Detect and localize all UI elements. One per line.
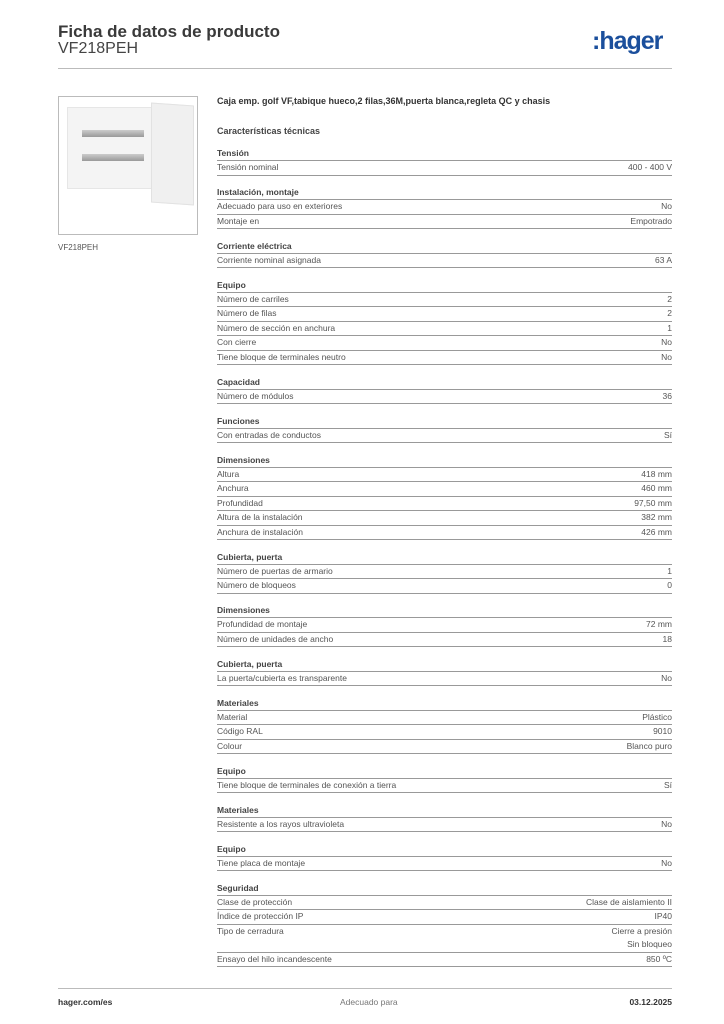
spec-content (217, 96, 672, 967)
section-header: Tensión (217, 146, 672, 161)
spec-row (217, 633, 672, 648)
spec-value: No (661, 201, 672, 211)
section-header: Equipo (217, 764, 672, 779)
spec-section (217, 803, 672, 833)
spec-value: Sí (663, 779, 672, 790)
footer-website[interactable]: hager.com/es (58, 997, 113, 1007)
spec-label: Corriente nominal asignada (217, 254, 321, 265)
spec-row (217, 953, 672, 968)
spec-label: Número de bloqueos (217, 580, 296, 590)
spec-section (217, 550, 672, 594)
section-header: Materiales (217, 803, 672, 818)
spec-section (217, 696, 672, 755)
spec-value: IP40 (654, 911, 672, 921)
footer-divider (58, 988, 672, 989)
spec-value: 2 (667, 308, 672, 318)
spec-section (217, 278, 672, 366)
section-header: Instalación, montaje (217, 185, 672, 200)
spec-row (217, 336, 672, 351)
spec-section (217, 185, 672, 229)
spec-section (217, 414, 672, 444)
section-header: Seguridad (217, 881, 672, 896)
hager-logo: :hager (592, 27, 663, 55)
spec-label: Anchura (217, 483, 249, 493)
spec-section (217, 764, 672, 794)
spec-value: 63 A (654, 254, 672, 265)
spec-label: Clase de protección (217, 896, 293, 907)
spec-value: 36 (662, 390, 672, 401)
spec-value: 72 mm (646, 619, 672, 629)
spec-label: Resistente a los rayos ultravioleta (217, 818, 345, 829)
spec-label: Número de carriles (217, 293, 289, 304)
spec-label: Profundidad de montaje (217, 619, 308, 629)
spec-row (217, 482, 672, 497)
spec-section (217, 375, 672, 405)
footer-date: 03.12.2025 (629, 997, 672, 1007)
spec-label: Tiene bloque de terminales de conexión a tierra (217, 779, 397, 790)
spec-row (217, 511, 672, 526)
spec-value: Blanco puro (626, 740, 672, 751)
section-header: Equipo (217, 842, 672, 857)
spec-value: 850 ºC (646, 953, 672, 964)
spec-row (217, 307, 672, 322)
spec-value: 18 (662, 633, 672, 644)
spec-section (217, 453, 672, 541)
enclosure-body (67, 107, 152, 189)
spec-row (217, 390, 672, 405)
spec-label: Ensayo del hilo incandescente (217, 953, 332, 964)
product-code: VF218PEH (58, 40, 139, 57)
spec-value: No (661, 857, 672, 868)
spec-label: Colour (217, 740, 243, 751)
spec-row (217, 215, 672, 230)
spec-row (217, 711, 672, 726)
section-header: Cubierta, puerta (217, 550, 672, 565)
spec-label: Tensión nominal (217, 162, 279, 172)
spec-row (217, 293, 672, 308)
image-caption: VF218PEH (58, 243, 99, 252)
spec-row (217, 910, 672, 925)
spec-value: No (661, 672, 672, 683)
section-header: Dimensiones (217, 603, 672, 618)
section-header: Materiales (217, 696, 672, 711)
enclosure-door (151, 102, 194, 205)
spec-value: Sí (663, 429, 672, 440)
spec-label: Código RAL (217, 726, 263, 736)
spec-section (217, 146, 672, 176)
spec-value: 1 (667, 322, 672, 333)
spec-row (217, 579, 672, 594)
spec-row (217, 779, 672, 794)
spec-value: 418 mm (641, 468, 672, 479)
spec-value: Empotrado (630, 215, 672, 226)
spec-label: Número de unidades de ancho (217, 633, 334, 644)
spec-row (217, 565, 672, 580)
product-image (58, 96, 198, 235)
section-header: Dimensiones (217, 453, 672, 468)
spec-value: 426 mm (641, 526, 672, 537)
spec-row (217, 429, 672, 444)
spec-label: Anchura de instalación (217, 526, 304, 537)
spec-section (217, 603, 672, 647)
spec-row (217, 468, 672, 483)
spec-row (217, 161, 672, 176)
din-rail (82, 130, 144, 137)
spec-label: Tipo de cerradura (217, 925, 284, 936)
spec-row (217, 818, 672, 833)
spec-label: Tiene bloque de terminales neutro (217, 351, 346, 362)
spec-row (217, 254, 672, 269)
spec-value: 0 (667, 580, 672, 590)
spec-label: Índice de protección IP (217, 911, 304, 921)
footer-center-text: Adecuado para (340, 997, 398, 1007)
spec-section (217, 842, 672, 872)
spec-value: 97,50 mm (634, 497, 672, 508)
spec-value: No (661, 337, 672, 347)
spec-value: 9010 (653, 726, 672, 736)
spec-value: No (661, 818, 672, 829)
spec-row (217, 322, 672, 337)
spec-row (217, 526, 672, 541)
spec-value: No (661, 351, 672, 362)
spec-label: Profundidad (217, 497, 263, 508)
spec-row (217, 925, 672, 953)
product-description: Caja emp. golf VF,tabique hueco,2 filas,36M,puerta blanca,regleta QC y chasis (217, 96, 551, 106)
spec-label: Tiene placa de montaje (217, 857, 306, 868)
spec-row (217, 618, 672, 633)
spec-label: Material (217, 711, 248, 722)
spec-sections (217, 146, 672, 967)
spec-row (217, 725, 672, 740)
section-header: Cubierta, puerta (217, 657, 672, 672)
spec-value: 400 - 400 V (628, 162, 672, 172)
spec-label: Número de puertas de armario (217, 565, 333, 576)
spec-label: Con cierre (217, 337, 257, 347)
spec-row (217, 672, 672, 687)
page-title: Ficha de datos de producto (58, 22, 280, 41)
spec-label: Montaje en (217, 215, 260, 226)
spec-label: Altura (217, 468, 240, 479)
spec-section (217, 239, 672, 269)
spec-row (217, 200, 672, 215)
spec-label: La puerta/cubierta es transparente (217, 672, 347, 683)
spec-row (217, 497, 672, 512)
spec-value: Cierre a presión Sin bloqueo (611, 925, 672, 949)
spec-label: Número de sección en anchura (217, 322, 336, 333)
section-header: Funciones (217, 414, 672, 429)
spec-label: Altura de la instalación (217, 512, 303, 522)
spec-row (217, 896, 672, 911)
spec-value: Plástico (642, 711, 672, 722)
spec-label: Con entradas de conductos (217, 429, 321, 440)
spec-label: Adecuado para uso en exteriores (217, 201, 343, 211)
spec-row (217, 740, 672, 755)
spec-row (217, 857, 672, 872)
spec-row (217, 351, 672, 366)
spec-label: Número de módulos (217, 390, 294, 401)
din-rail (82, 154, 144, 161)
section-header: Corriente eléctrica (217, 239, 672, 254)
spec-value: Clase de aislamiento II (586, 896, 672, 907)
spec-section (217, 657, 672, 687)
spec-label: Número de filas (217, 308, 277, 318)
section-header: Capacidad (217, 375, 672, 390)
characteristics-title: Características técnicas (217, 126, 321, 136)
spec-value: 382 mm (641, 512, 672, 522)
spec-value: 460 mm (641, 483, 672, 493)
spec-value: 2 (667, 293, 672, 304)
header-divider (58, 68, 672, 69)
spec-section (217, 881, 672, 968)
section-header: Equipo (217, 278, 672, 293)
spec-value: 1 (667, 565, 672, 576)
